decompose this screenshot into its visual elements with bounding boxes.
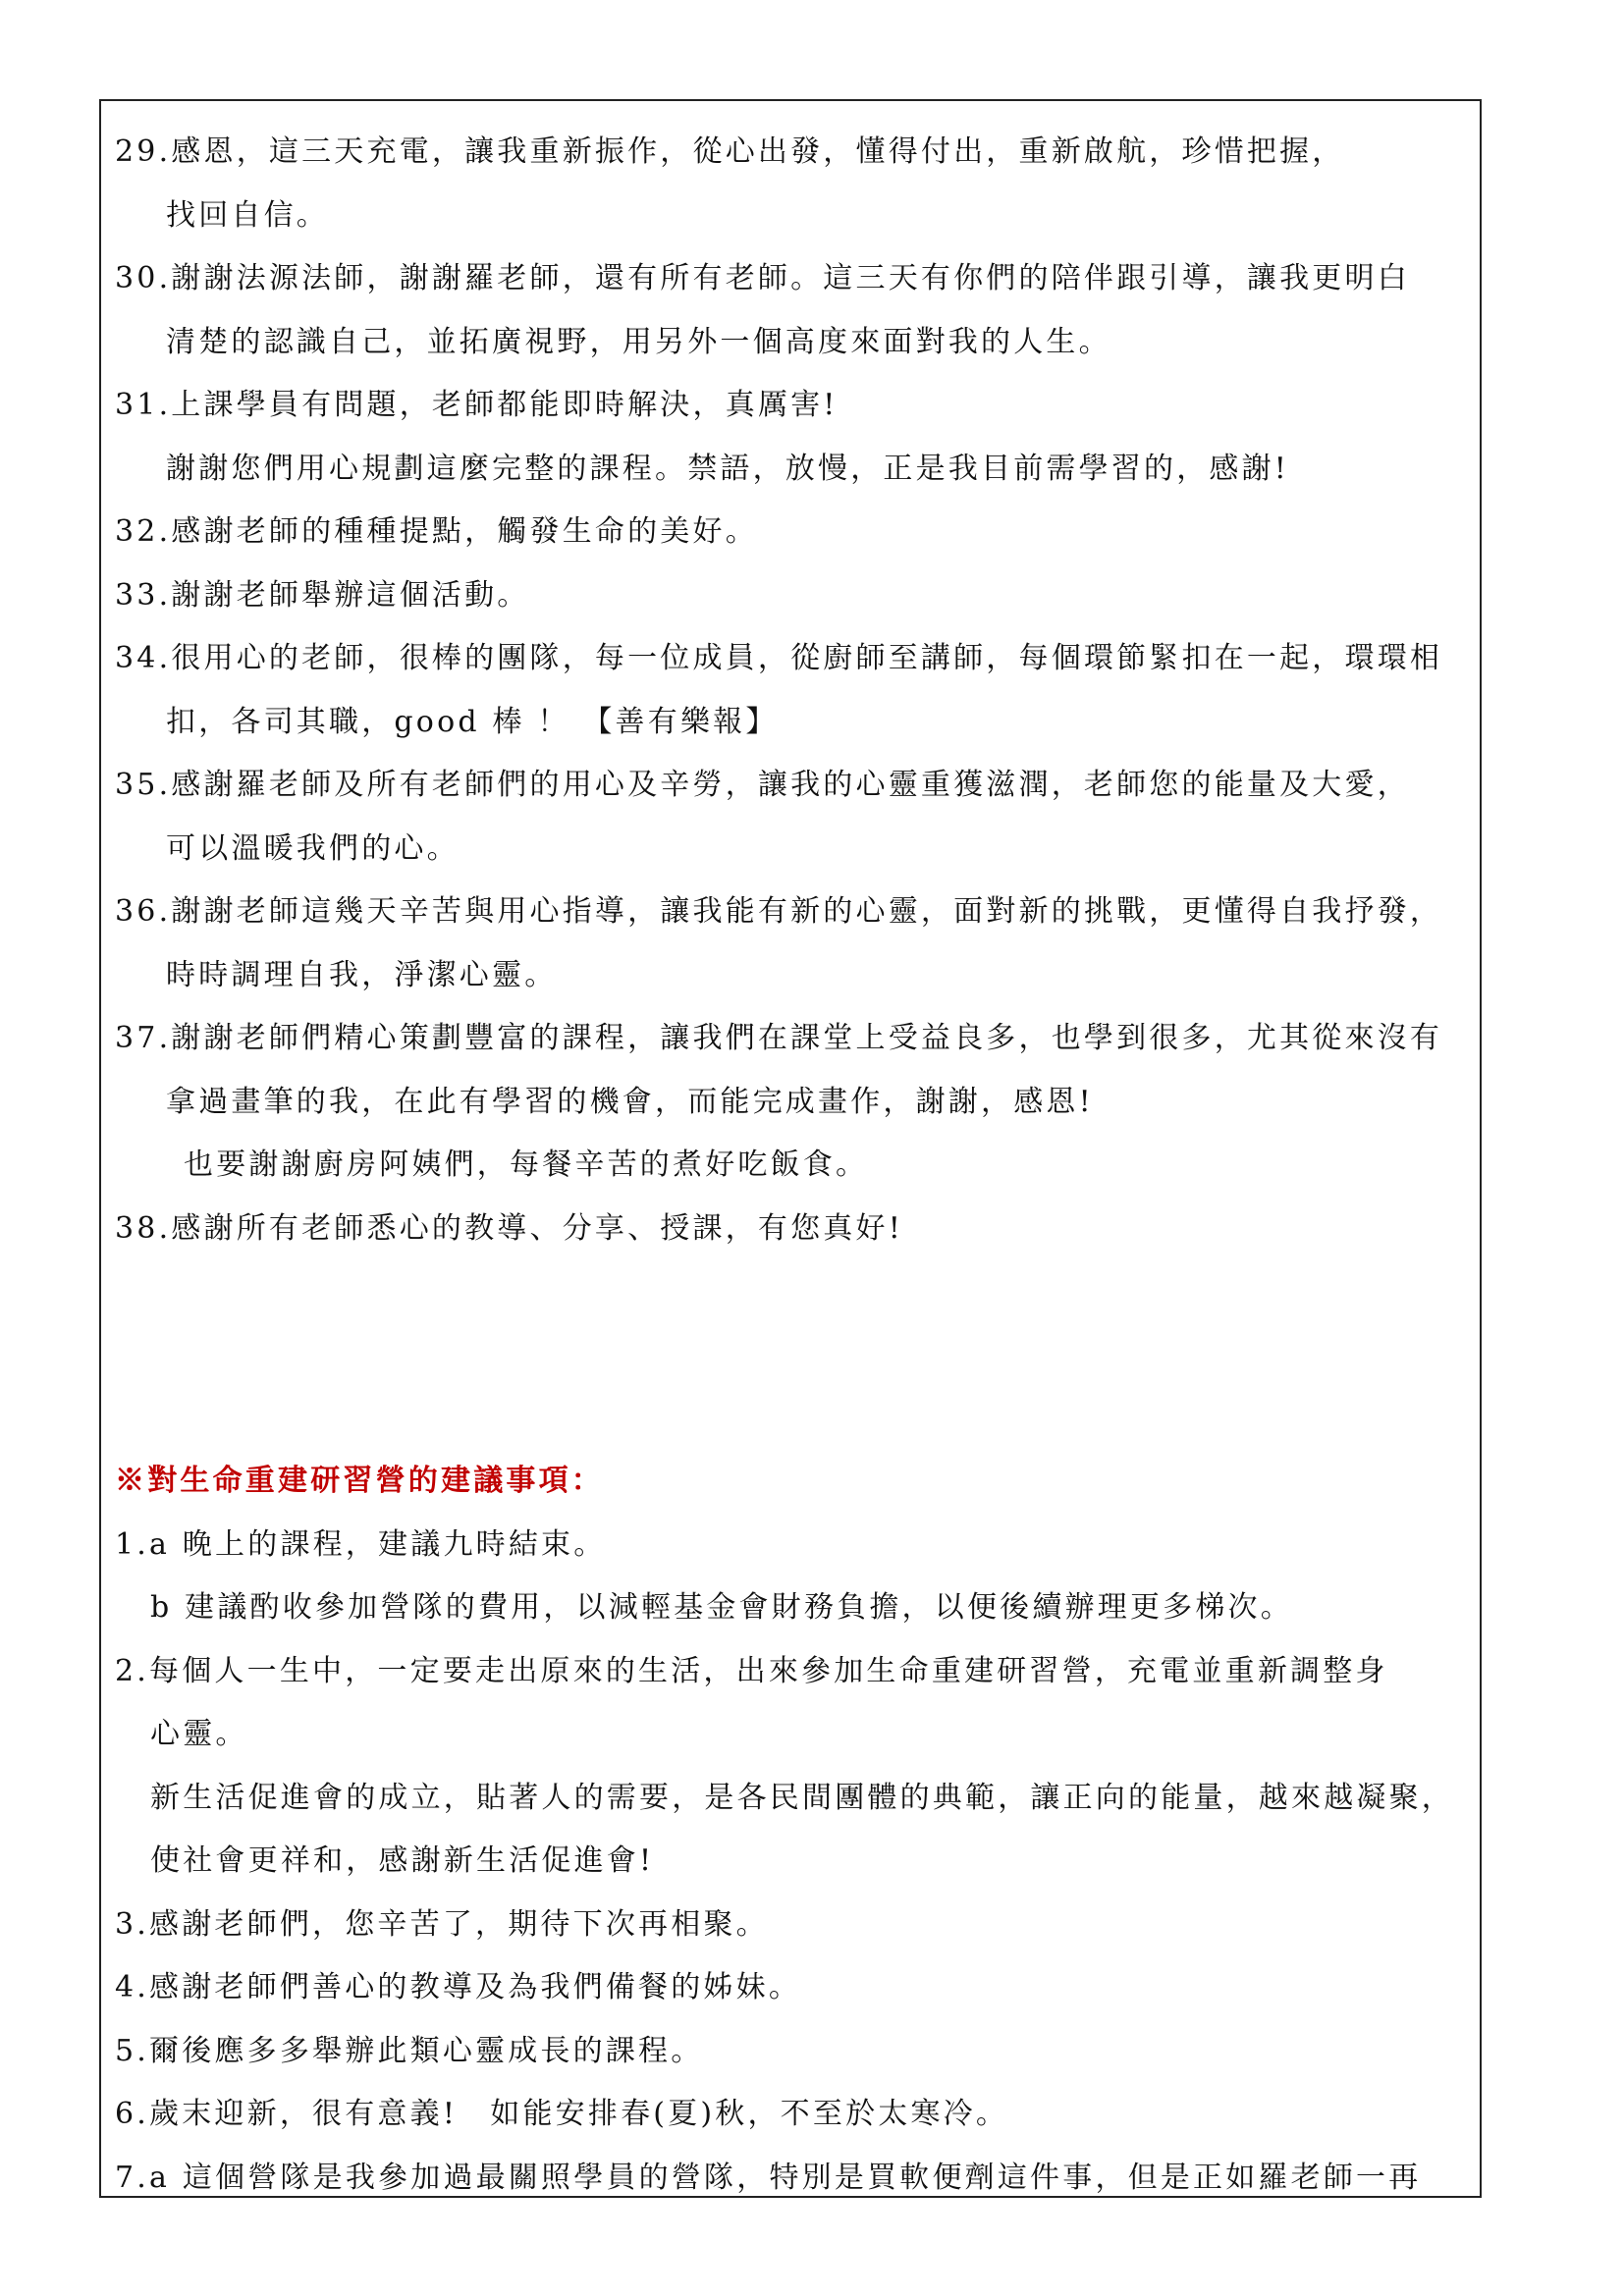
suggestion-2-line-4: 使社會更祥和，感謝新生活促進會! [150, 1843, 655, 1878]
feedback-34-line-1: 34.很用心的老師，很棒的團隊，每一位成員，從廚師至講師，每個環節緊扣在一起，環環相 [115, 641, 1443, 675]
feedback-32: 32.感謝老師的種種提點，觸發生命的美好。 [115, 514, 758, 549]
suggestions-heading: ※對生命重建研習營的建議事項： [115, 1464, 604, 1498]
feedback-34-line-2: 扣，各司其職，good 棒 ！ 【善有樂報】 [166, 704, 779, 739]
feedback-30-line-1: 30.謝謝法源法師，謝謝羅老師，還有所有老師。這三天有你們的陪伴跟引導，讓我更明白 [115, 261, 1410, 295]
suggestion-7a: 7.a 這個營隊是我參加過最關照學員的營隊，特別是買軟便劑這件事，但是正如羅老師一再 [115, 2160, 1422, 2195]
feedback-36-line-1: 36.謝謝老師這幾天辛苦與用心指導，讓我能有新的心靈，面對新的挑戰，更懂得自我抒發， [115, 894, 1443, 929]
feedback-37-line-2: 拿過畫筆的我，在此有學習的機會，而能完成畫作，謝謝，感恩! [166, 1084, 1094, 1119]
feedback-36-line-2: 時時調理自我，淨潔心靈。 [166, 957, 558, 992]
suggestion-1b: b 建議酌收參加營隊的費用，以減輕基金會財務負擔，以便後續辦理更多梯次。 [150, 1590, 1293, 1625]
suggestion-4: 4.感謝老師們善心的教導及為我們備餐的姊妹。 [115, 1970, 802, 2004]
feedback-35-line-1: 35.感謝羅老師及所有老師們的用心及辛勞，讓我的心靈重獲滋潤，老師您的能量及大愛， [115, 768, 1410, 802]
feedback-30-line-2: 清楚的認識自己，並拓廣視野，用另外一個高度來面對我的人生。 [166, 324, 1111, 359]
suggestion-3: 3.感謝老師們，您辛苦了，期待下次再相聚。 [115, 1906, 769, 1942]
blank-space [115, 1260, 1466, 1450]
document-frame [99, 99, 1482, 2198]
feedback-37-line-1: 37.謝謝老師們精心策劃豐富的課程，讓我們在課堂上受益良多，也學到很多，尤其從來沒有 [115, 1021, 1443, 1055]
suggestion-5: 5.爾後應多多舉辦此類心靈成長的課程。 [115, 2033, 704, 2068]
feedback-37-line-3: 也要謝謝廚房阿姨們，每餐辛苦的煮好吃飯食。 [184, 1148, 869, 1182]
suggestion-2-line-3: 新生活促進會的成立，貼著人的需要，是各民間團體的典範，讓正向的能量，越來越凝聚， [150, 1780, 1454, 1815]
suggestion-2-line-1: 2.每個人一生中，一定要走出原來的生活，出來參加生命重建研習營，充電並重新調整身 [115, 1653, 1388, 1688]
feedback-29-line-2: 找回自信。 [166, 197, 329, 233]
feedback-38: 38.感謝所有老師悉心的教導、分享、授課，有您真好! [115, 1210, 903, 1246]
feedback-35-line-2: 可以溫暖我們的心。 [166, 830, 460, 866]
suggestion-1a: 1.a 晚上的課程，建議九時結束。 [115, 1526, 607, 1562]
suggestion-2-line-2: 心靈。 [150, 1717, 248, 1751]
feedback-29-line-1: 29.感恩，這三天充電，讓我重新振作，從心出發，懂得付出，重新啟航，珍惜把握， [115, 134, 1345, 169]
feedback-31-line-1: 31.上課學員有問題，老師都能即時解決，真厲害! [115, 388, 839, 422]
document-body [115, 121, 1466, 2198]
feedback-33: 33.謝謝老師舉辦這個活動。 [115, 577, 530, 613]
feedback-31-line-2: 謝謝您們用心規劃這麼完整的課程。禁語，放慢，正是我目前需學習的，感謝! [166, 451, 1290, 486]
suggestion-6: 6.歲末迎新，很有意義! 如能安排春(夏)秋，不至於太寒冷。 [115, 2097, 1009, 2131]
